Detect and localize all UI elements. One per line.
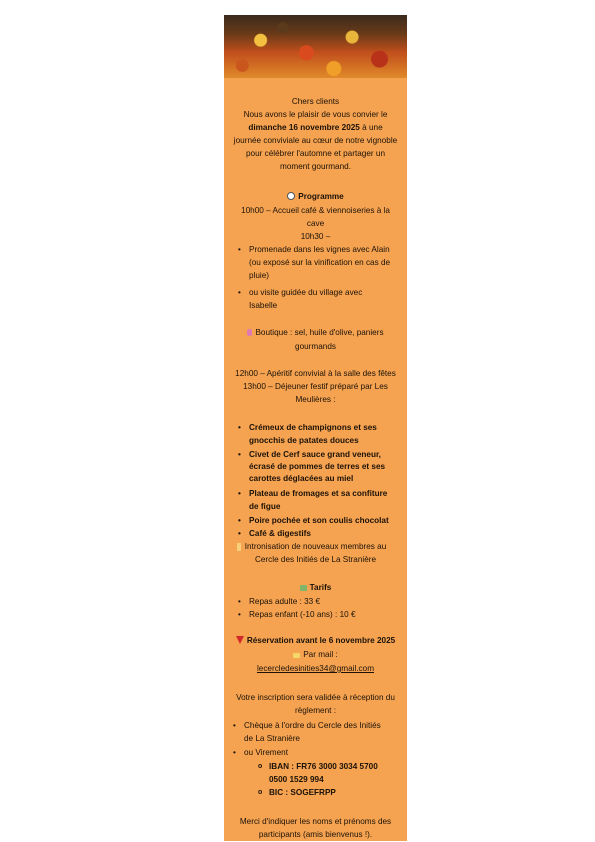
menu-item-2-cont-2: carottes déglacées au miel [249,474,354,483]
invitation-flyer [224,15,407,841]
intro-date-line [224,122,407,133]
programme-line-2: 10h30 – [300,232,331,241]
payment-iban: o IBAN : FR76 3000 3034 5700 [269,761,378,772]
money-icon [300,585,307,591]
closing-line-2: participants (amis bienvenus !). [258,830,373,839]
intro-line-1: Nous avons le plaisir de vous convier le [243,110,388,119]
reservation-title: Réservation avant le 6 novembre 2025 [246,636,396,645]
menu-item-3: • Plateau de fromages et sa confiture [249,488,387,499]
menu-item-4: • Poire pochée et son coulis chocolat [249,515,389,526]
menu-extra-line-1: Intronisation de nouveaux membres au [244,542,387,551]
payment-cheque: • Chèque à l'ordre du Cercle des Initiés [244,720,381,731]
intro-line-4: moment gourmand. [280,162,351,171]
programme-item-visit: • ou visite guidée du village avec [249,287,362,298]
schedule-lunch: 13h00 – Déjeuner festif préparé par Les [243,382,388,391]
clock-icon [287,192,295,200]
menu-item-1-cont: gnocchis de patates douces [249,436,359,445]
menu-item-3-cont: de figue [249,502,281,511]
programme-item-walk: • Promenade dans les vignes avec Alain [249,244,390,255]
programme-item-walk-cont-1: (ou exposé sur la vinification en cas de [249,258,391,267]
programme-heading [224,191,407,202]
payment-cheque-cont: de La Stranière [244,734,300,743]
payment-virement: • ou Virement [244,747,288,758]
menu-item-5: • Café & digestifs [249,528,311,539]
reservation-email-link[interactable]: lecercledesinities34@gmail.com [256,664,375,673]
tarif-adult: • Repas adulte : 33 € [249,596,320,607]
boutique-text: Boutique : sel, huile d'olive, paniers [255,328,384,337]
reservation-by-mail-label: Par mail : [303,650,338,659]
intro-line-2: journée conviviale au cœur de notre vignoble [233,136,398,145]
programme-title: Programme [298,192,344,201]
schedule-aperitif: 12h00 – Apéritif convivial à la salle des fêtes [235,369,396,378]
shopping-bag-icon [247,329,252,336]
intro-date-after: à une [359,123,383,132]
reservation-by-mail [224,649,407,660]
programme-item-walk-cont-2: pluie) [249,271,270,280]
programme-line-1b: cave [306,219,325,228]
payment-line-2: règlement : [295,706,336,715]
greeting: Chers clients [291,97,340,106]
envelope-icon [293,653,300,658]
closing-line-1: Merci d'indiquer les noms et prénoms des [239,817,392,826]
menu-item-2-cont-1: écrasé de pommes de terres et ses [249,462,386,471]
intro-line-3: pour célébrer l'automne et partager un [245,149,385,158]
menu-item-1: • Crémeux de champignons et ses [249,422,377,433]
pushpin-icon [236,636,244,644]
programme-item-visit-cont: Isabelle [249,301,278,310]
payment-iban-cont: 0500 1529 994 [269,775,324,784]
payment-line-1: Votre inscription sera validée à réception du [236,693,395,702]
programme-line-1a: 10h00 – Accueil café & viennoiseries à la [241,206,390,215]
payment-bic: o BIC : SOGEFRPP [269,787,336,798]
menu-item-2: • Civet de Cerf sauce grand veneur, [249,449,381,460]
tarifs-heading [224,582,407,593]
boutique-line-2: gourmands [295,342,336,351]
autumn-vineyard-banner-image [224,15,407,78]
reservation-heading [224,635,407,646]
tarif-child: • Repas enfant (-10 ans) : 10 € [249,609,356,620]
menu-extra-line-2: Cercle des Initiés de La Stranière [254,555,377,564]
tarifs-title: Tarifs [309,583,332,592]
schedule-lunch-cont: Meulières : [295,395,336,404]
boutique-line-1 [224,327,407,338]
event-date: dimanche 16 novembre 2025 [248,123,360,132]
reservation-email-row [224,663,407,674]
